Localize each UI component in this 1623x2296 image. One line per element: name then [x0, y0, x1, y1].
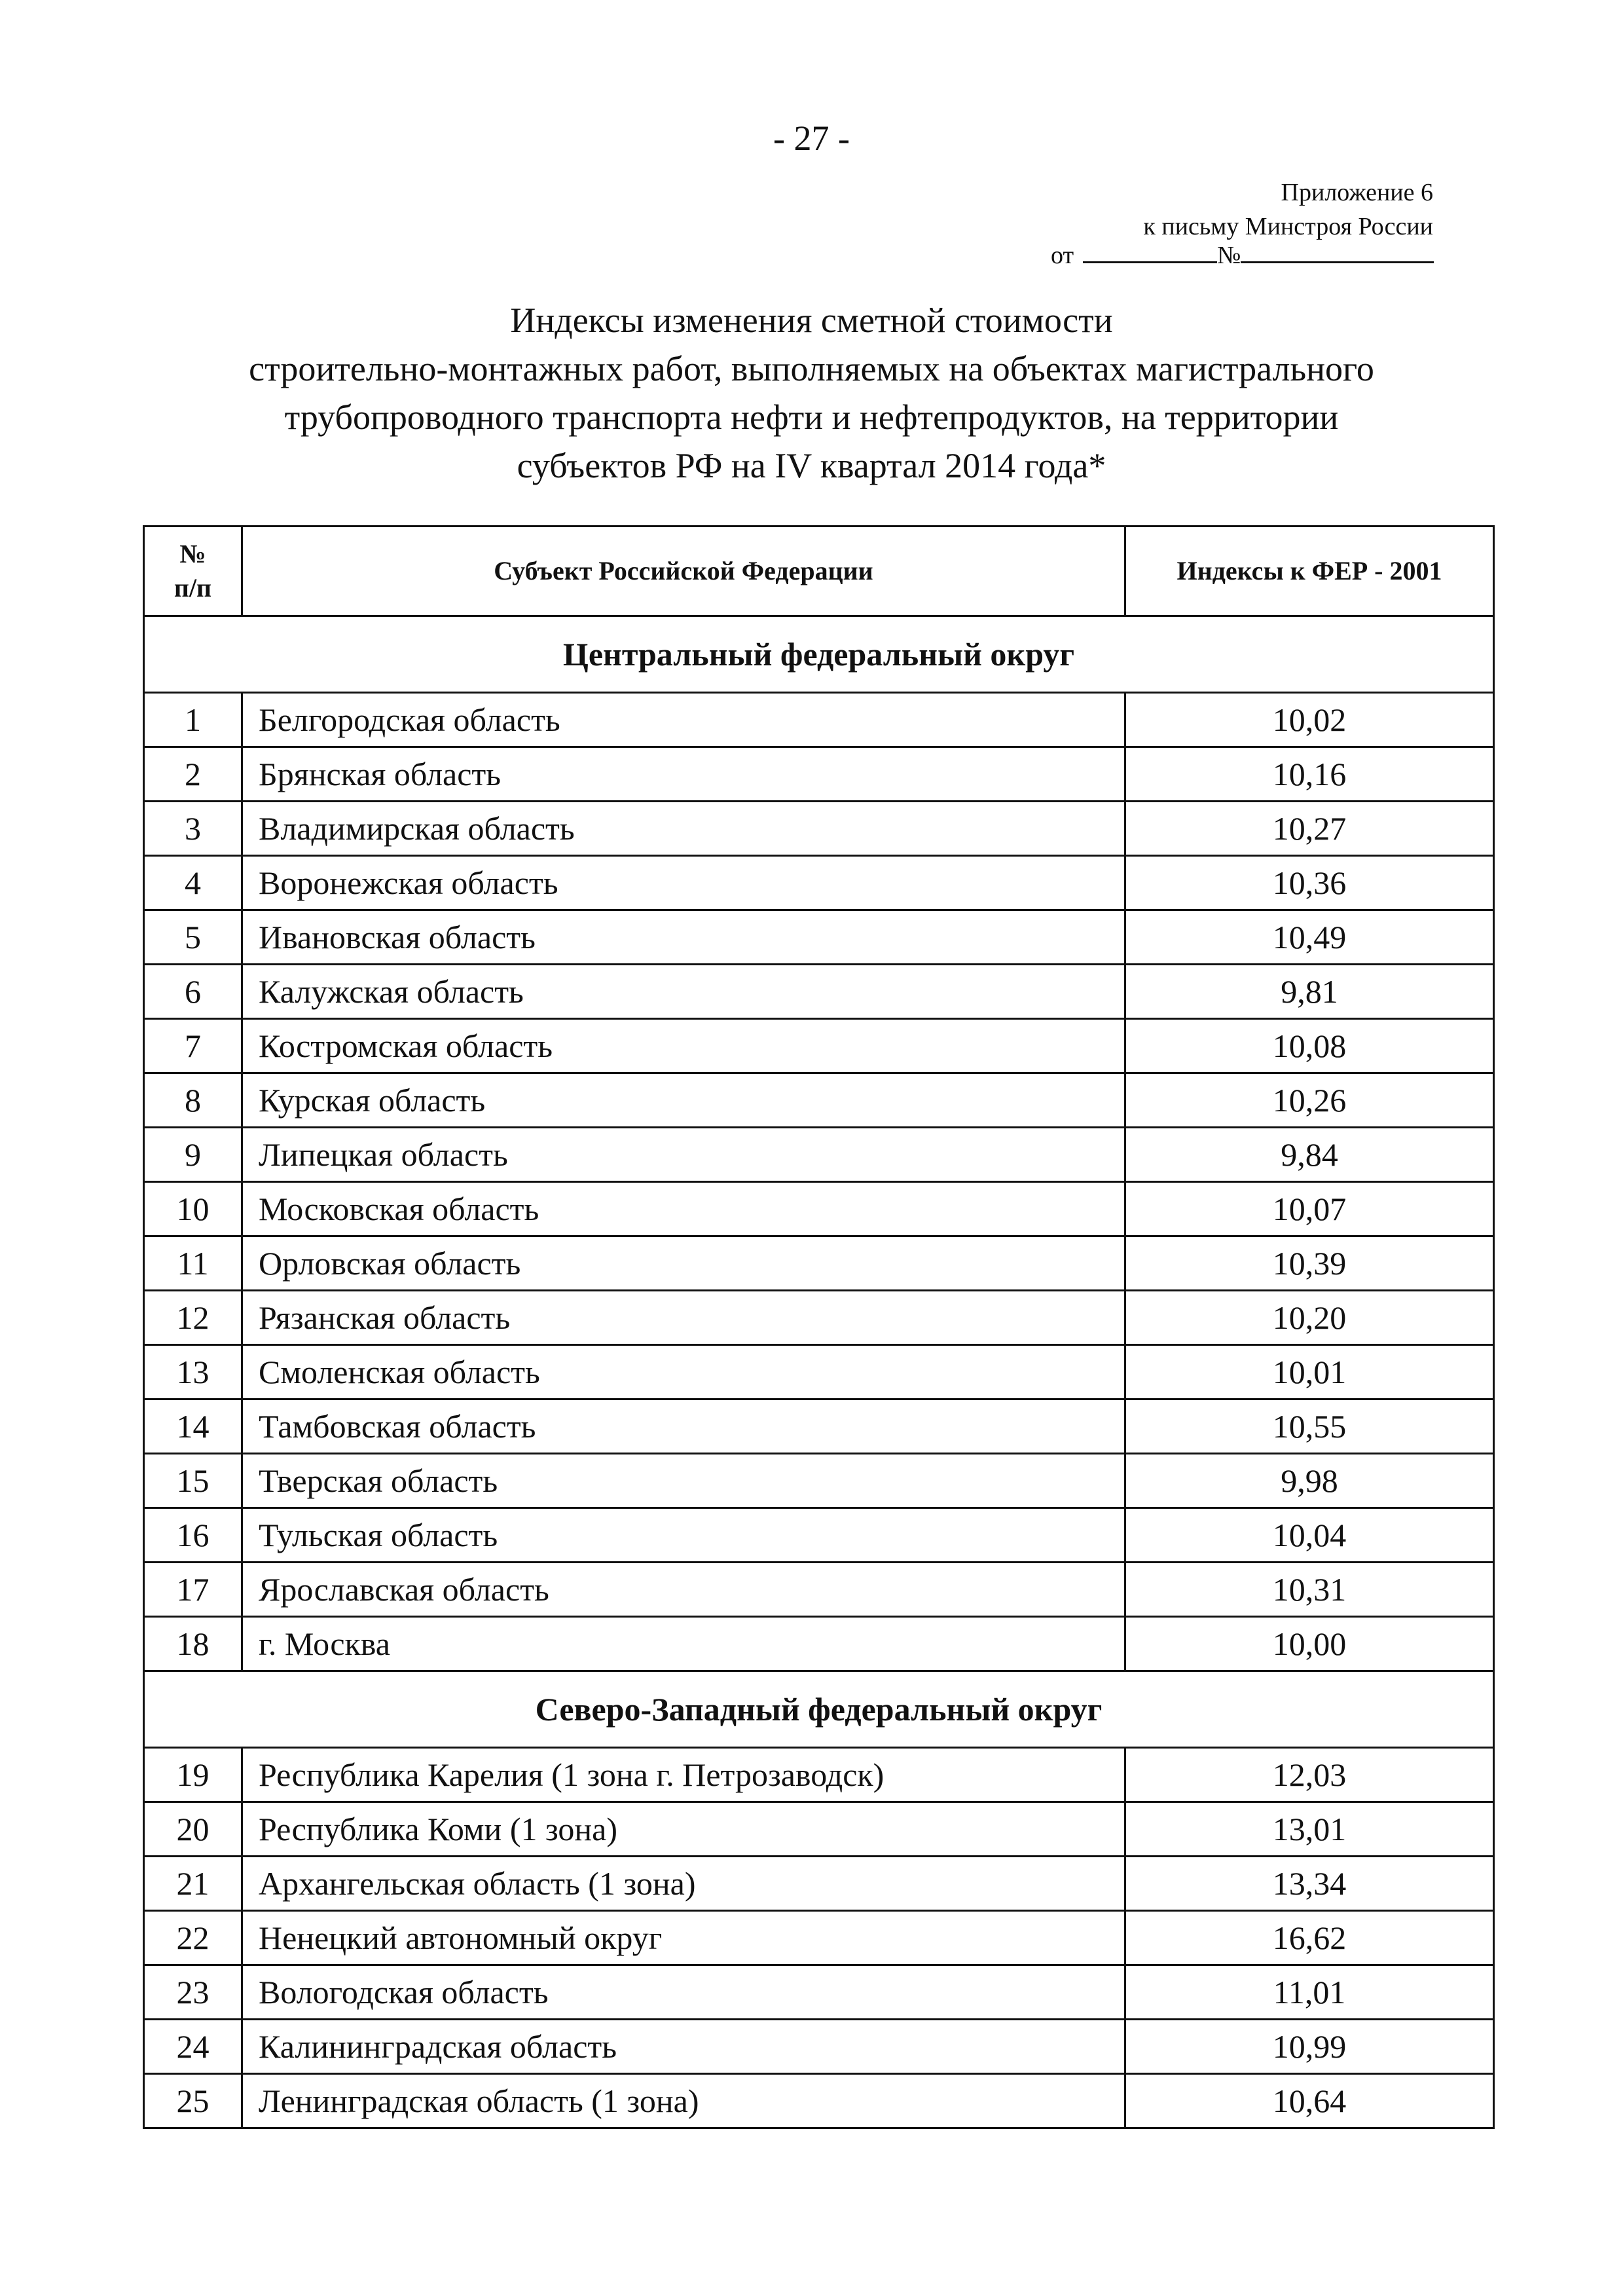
from-label: от: [1051, 242, 1074, 269]
row-index-value: 11,01: [1125, 1965, 1494, 2020]
title-line-1: Индексы изменения сметной стоимости: [510, 301, 1113, 340]
row-number: 8: [144, 1073, 242, 1128]
header-subject: Субъект Российской Федерации: [242, 527, 1125, 616]
table-row: [144, 2074, 1494, 2128]
appendix-block: [1143, 176, 1433, 244]
row-subject: Ивановская область: [242, 910, 1125, 965]
row-number: 13: [144, 1345, 242, 1399]
row-index-value: 10,02: [1125, 693, 1494, 747]
row-subject: Смоленская область: [242, 1345, 1125, 1399]
row-number: 19: [144, 1748, 242, 1802]
table-row: [144, 1128, 1494, 1182]
row-number: 7: [144, 1019, 242, 1073]
section-title: Центральный федеральный округ: [144, 616, 1494, 693]
row-number: 24: [144, 2020, 242, 2074]
table-row: [144, 1617, 1494, 1671]
row-number: 14: [144, 1399, 242, 1454]
row-number: 25: [144, 2074, 242, 2128]
header-num-line-1: №: [179, 539, 206, 568]
row-number: 1: [144, 693, 242, 747]
table-row: [144, 1019, 1494, 1073]
table-row: [144, 910, 1494, 965]
row-subject: Тульская область: [242, 1508, 1125, 1563]
table-header-row: [144, 527, 1494, 616]
row-number: 15: [144, 1454, 242, 1508]
row-subject: Ленинградская область (1 зона): [242, 2074, 1125, 2128]
row-subject: Ярославская область: [242, 1563, 1125, 1617]
row-subject: Тамбовская область: [242, 1399, 1125, 1454]
appendix-title: Приложение 6: [1281, 179, 1433, 206]
row-index-value: 10,08: [1125, 1019, 1494, 1073]
table-row: [144, 1965, 1494, 2020]
row-subject: Республика Коми (1 зона): [242, 1802, 1125, 1857]
row-number: 18: [144, 1617, 242, 1671]
row-subject: Тверская область: [242, 1454, 1125, 1508]
row-subject: Московская область: [242, 1182, 1125, 1236]
row-subject: Архангельская область (1 зона): [242, 1857, 1125, 1911]
number-label: №: [1217, 242, 1241, 269]
title-line-4: субъектов РФ на IV квартал 2014 года*: [517, 446, 1106, 485]
row-index-value: 12,03: [1125, 1748, 1494, 1802]
row-subject: Калининградская область: [242, 2020, 1125, 2074]
table-row: [144, 856, 1494, 910]
row-subject: Вологодская область: [242, 1965, 1125, 2020]
row-subject: Курская область: [242, 1073, 1125, 1128]
table-row: [144, 1345, 1494, 1399]
table-row: [144, 1802, 1494, 1857]
table-row: [144, 802, 1494, 856]
row-number: 17: [144, 1563, 242, 1617]
row-index-value: 13,34: [1125, 1857, 1494, 1911]
row-index-value: 10,36: [1125, 856, 1494, 910]
table-row: [144, 1748, 1494, 1802]
appendix-letter-ref: к письму Минстроя России: [1143, 213, 1433, 240]
header-num-line-2: п/п: [173, 573, 212, 602]
row-index-value: 9,98: [1125, 1454, 1494, 1508]
row-number: 23: [144, 1965, 242, 2020]
appendix-date-number-line: [1051, 241, 1434, 270]
row-subject: Рязанская область: [242, 1291, 1125, 1345]
row-number: 4: [144, 856, 242, 910]
row-subject: Брянская область: [242, 747, 1125, 802]
row-index-value: 10,00: [1125, 1617, 1494, 1671]
header-index: Индексы к ФЕР - 2001: [1125, 527, 1494, 616]
document-title: [118, 296, 1505, 490]
table-row: [144, 965, 1494, 1019]
row-number: 10: [144, 1182, 242, 1236]
row-subject: Республика Карелия (1 зона г. Петрозаводск): [242, 1748, 1125, 1802]
row-index-value: 10,07: [1125, 1182, 1494, 1236]
row-subject: Липецкая область: [242, 1128, 1125, 1182]
row-index-value: 10,26: [1125, 1073, 1494, 1128]
table-row: [144, 1236, 1494, 1291]
row-index-value: 10,99: [1125, 2020, 1494, 2074]
table-row: [144, 1454, 1494, 1508]
header-num: [144, 527, 242, 616]
section-row: [144, 1671, 1494, 1748]
date-blank: [1083, 242, 1217, 263]
table-row: [144, 693, 1494, 747]
title-line-3: трубопроводного транспорта нефти и нефтепродуктов, на территории: [284, 398, 1339, 437]
index-table: [143, 525, 1495, 2129]
row-index-value: 10,39: [1125, 1236, 1494, 1291]
row-index-value: 9,84: [1125, 1128, 1494, 1182]
row-index-value: 10,49: [1125, 910, 1494, 965]
row-number: 20: [144, 1802, 242, 1857]
table-row: [144, 1182, 1494, 1236]
section-row: [144, 616, 1494, 693]
row-index-value: 10,04: [1125, 1508, 1494, 1563]
table-body: [144, 616, 1494, 2128]
row-index-value: 10,64: [1125, 2074, 1494, 2128]
table-row: [144, 2020, 1494, 2074]
row-index-value: 10,20: [1125, 1291, 1494, 1345]
row-index-value: 10,16: [1125, 747, 1494, 802]
table-row: [144, 1508, 1494, 1563]
title-line-2: строительно-монтажных работ, выполняемых на объектах магистрального: [249, 349, 1374, 388]
row-index-value: 10,01: [1125, 1345, 1494, 1399]
table-row: [144, 1857, 1494, 1911]
row-number: 11: [144, 1236, 242, 1291]
row-number: 6: [144, 965, 242, 1019]
row-number: 5: [144, 910, 242, 965]
row-number: 2: [144, 747, 242, 802]
row-index-value: 10,27: [1125, 802, 1494, 856]
row-subject: Орловская область: [242, 1236, 1125, 1291]
table-row: [144, 1399, 1494, 1454]
row-number: 3: [144, 802, 242, 856]
row-number: 12: [144, 1291, 242, 1345]
row-index-value: 16,62: [1125, 1911, 1494, 1965]
row-number: 21: [144, 1857, 242, 1911]
page-number: - 27 -: [773, 119, 850, 158]
row-subject: Воронежская область: [242, 856, 1125, 910]
row-subject: Ненецкий автономный округ: [242, 1911, 1125, 1965]
row-index-value: 10,31: [1125, 1563, 1494, 1617]
row-subject: г. Москва: [242, 1617, 1125, 1671]
number-blank: [1241, 242, 1434, 263]
row-number: 16: [144, 1508, 242, 1563]
row-index-value: 13,01: [1125, 1802, 1494, 1857]
row-index-value: 9,81: [1125, 965, 1494, 1019]
row-subject: Белгородская область: [242, 693, 1125, 747]
table-row: [144, 747, 1494, 802]
table-row: [144, 1911, 1494, 1965]
row-number: 22: [144, 1911, 242, 1965]
table-row: [144, 1073, 1494, 1128]
row-number: 9: [144, 1128, 242, 1182]
row-subject: Владимирская область: [242, 802, 1125, 856]
row-subject: Калужская область: [242, 965, 1125, 1019]
row-index-value: 10,55: [1125, 1399, 1494, 1454]
section-title: Северо-Западный федеральный округ: [144, 1671, 1494, 1748]
row-subject: Костромская область: [242, 1019, 1125, 1073]
table-row: [144, 1563, 1494, 1617]
table-row: [144, 1291, 1494, 1345]
